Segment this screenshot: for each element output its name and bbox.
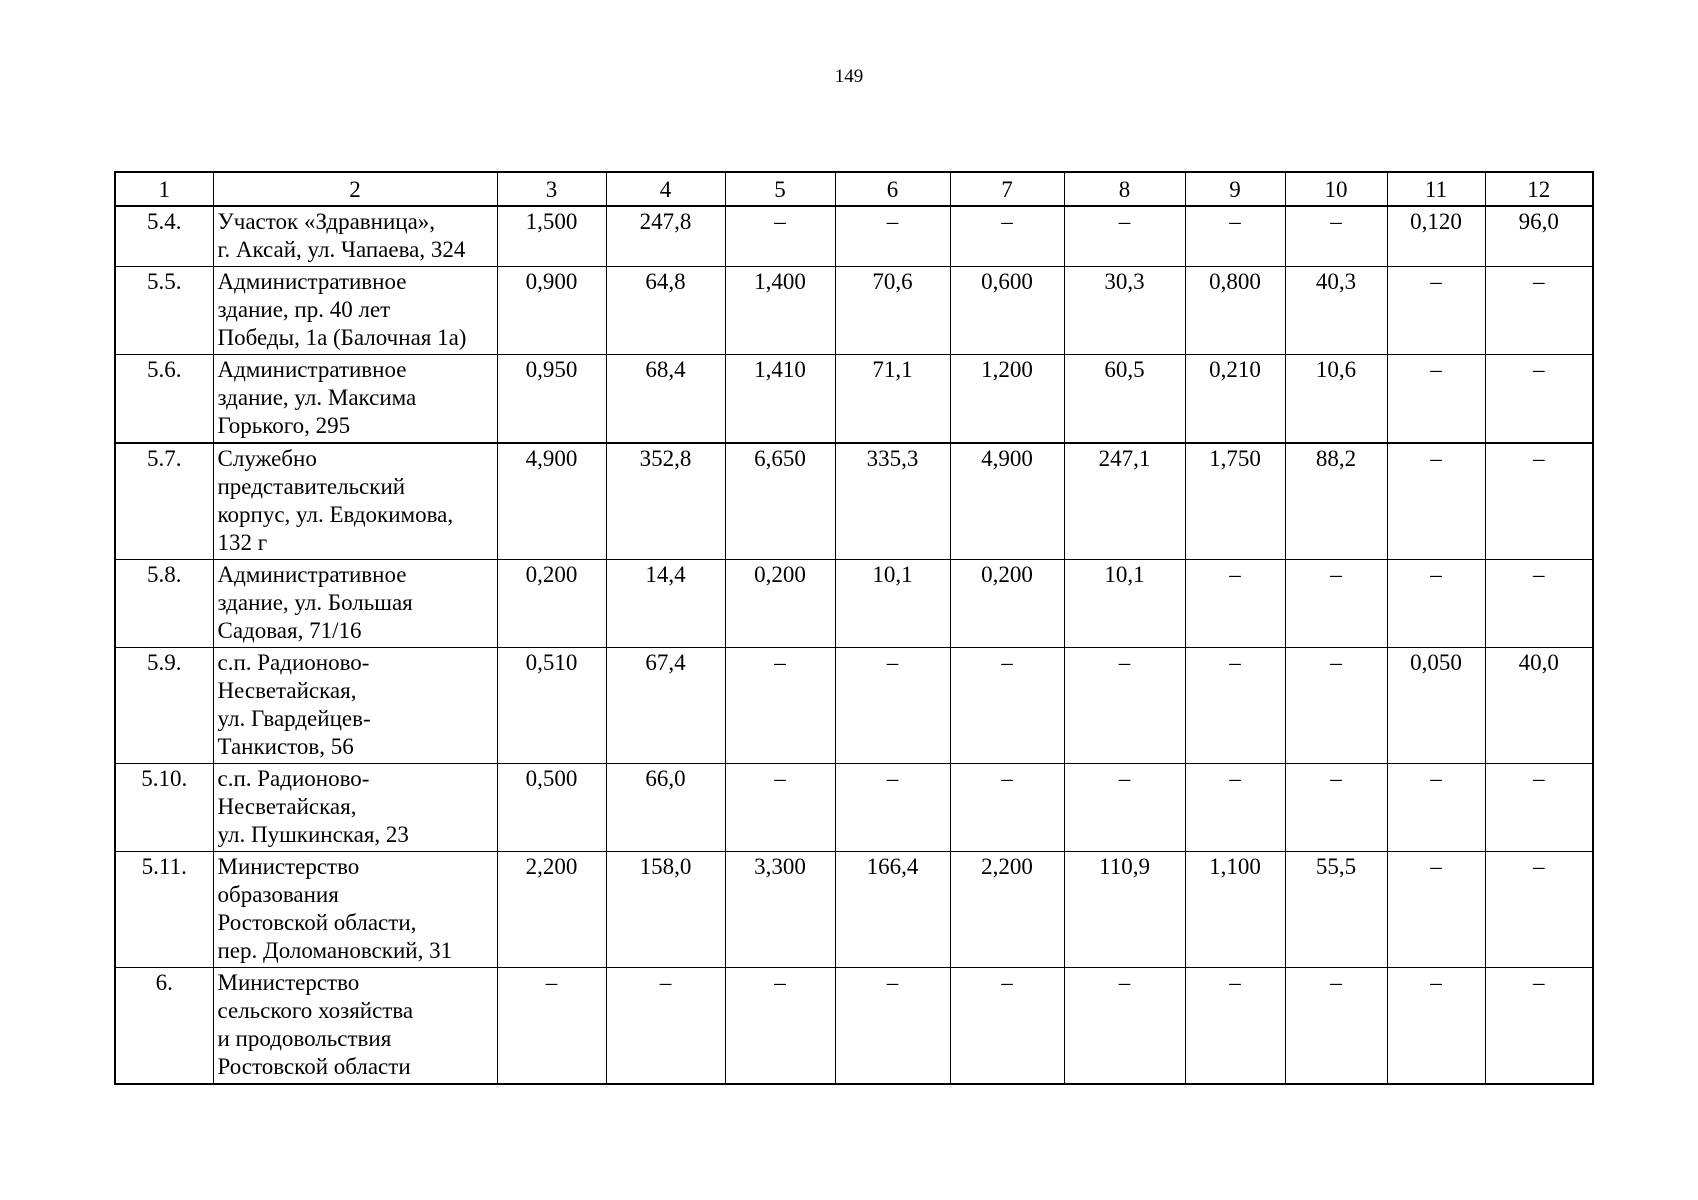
row-name-line: и продовольствия <box>217 1026 392 1051</box>
value-cell-col-6: 166,4 <box>835 852 950 968</box>
value-cell-col-7: – <box>950 764 1064 852</box>
row-name <box>213 648 497 764</box>
value-cell-col-7: – <box>950 648 1064 764</box>
column-header-5: 5 <box>725 172 835 206</box>
row-name-line: Несветайская, <box>217 678 357 703</box>
row-name-line: здание, ул. Максима <box>217 385 417 410</box>
table-row <box>115 206 1593 267</box>
value-cell-col-8: 30,3 <box>1064 267 1185 355</box>
value-cell-col-3: – <box>497 968 606 1085</box>
table-row <box>115 852 1593 968</box>
value-cell-col-10: 10,6 <box>1285 355 1387 444</box>
value-cell-col-3: 0,200 <box>497 560 606 648</box>
row-name <box>213 852 497 968</box>
value-cell-col-5: 0,200 <box>725 560 835 648</box>
column-header-1: 1 <box>115 172 213 206</box>
value-cell-col-4: 66,0 <box>606 764 725 852</box>
value-cell-col-11: – <box>1387 560 1485 648</box>
row-name-line: сельского хозяйства <box>217 998 414 1023</box>
value-cell-col-3: 0,510 <box>497 648 606 764</box>
row-name-line: представительский <box>217 474 406 499</box>
column-header-2: 2 <box>213 172 497 206</box>
row-name-line: здание, пр. 40 лет <box>217 297 391 322</box>
value-cell-col-5: – <box>725 764 835 852</box>
column-header-12: 12 <box>1485 172 1593 206</box>
row-name-line: Садовая, 71/16 <box>217 618 362 643</box>
row-name-line: Горького, 295 <box>217 413 351 438</box>
row-number: 5.11. <box>115 852 213 968</box>
value-cell-col-12: – <box>1485 852 1593 968</box>
row-number: 5.8. <box>115 560 213 648</box>
value-cell-col-6: 71,1 <box>835 355 950 444</box>
table-row <box>115 764 1593 852</box>
value-cell-col-8: 110,9 <box>1064 852 1185 968</box>
value-cell-col-7: 0,200 <box>950 560 1064 648</box>
value-cell-col-3: 2,200 <box>497 852 606 968</box>
row-name-line: Министерство <box>217 970 360 995</box>
value-cell-col-3: 1,500 <box>497 206 606 267</box>
value-cell-col-9: – <box>1185 764 1285 852</box>
value-cell-col-9: 1,100 <box>1185 852 1285 968</box>
table-row <box>115 560 1593 648</box>
row-name <box>213 206 497 267</box>
value-cell-col-11: 0,050 <box>1387 648 1485 764</box>
row-name-line: с.п. Радионово- <box>217 650 370 675</box>
value-cell-col-8: 247,1 <box>1064 443 1185 560</box>
table-body <box>115 206 1593 1084</box>
value-cell-col-3: 0,900 <box>497 267 606 355</box>
value-cell-col-10: 88,2 <box>1285 443 1387 560</box>
row-name-line: Ростовской области <box>217 1054 411 1079</box>
value-cell-col-6: 70,6 <box>835 267 950 355</box>
value-cell-col-8: – <box>1064 764 1185 852</box>
column-header-8: 8 <box>1064 172 1185 206</box>
value-cell-col-7: – <box>950 206 1064 267</box>
value-cell-col-7: – <box>950 968 1064 1085</box>
value-cell-col-5: 1,400 <box>725 267 835 355</box>
value-cell-col-9: 1,750 <box>1185 443 1285 560</box>
data-table <box>114 171 1594 1085</box>
value-cell-col-7: 1,200 <box>950 355 1064 444</box>
value-cell-col-12: – <box>1485 764 1593 852</box>
value-cell-col-3: 0,950 <box>497 355 606 444</box>
value-cell-col-11: – <box>1387 355 1485 444</box>
value-cell-col-4: 158,0 <box>606 852 725 968</box>
value-cell-col-4: 68,4 <box>606 355 725 444</box>
row-name-line: 132 г <box>217 530 268 555</box>
column-header-9: 9 <box>1185 172 1285 206</box>
column-header-3: 3 <box>497 172 606 206</box>
value-cell-col-5: 6,650 <box>725 443 835 560</box>
value-cell-col-10: – <box>1285 560 1387 648</box>
row-name <box>213 968 497 1085</box>
value-cell-col-12: – <box>1485 968 1593 1085</box>
value-cell-col-11: – <box>1387 443 1485 560</box>
value-cell-col-12: 40,0 <box>1485 648 1593 764</box>
value-cell-col-8: – <box>1064 968 1185 1085</box>
value-cell-col-7: 0,600 <box>950 267 1064 355</box>
row-name <box>213 267 497 355</box>
value-cell-col-9: – <box>1185 648 1285 764</box>
row-name-line: Административное <box>217 357 407 382</box>
value-cell-col-12: – <box>1485 560 1593 648</box>
row-name-line: ул. Гвардейцев- <box>217 706 371 731</box>
row-name-line: с.п. Радионово- <box>217 766 370 791</box>
table-row <box>115 443 1593 560</box>
column-header-4: 4 <box>606 172 725 206</box>
value-cell-col-11: – <box>1387 852 1485 968</box>
row-name <box>213 560 497 648</box>
value-cell-col-6: 335,3 <box>835 443 950 560</box>
value-cell-col-5: 3,300 <box>725 852 835 968</box>
table-row <box>115 355 1593 444</box>
row-name-line: Победы, 1а (Балочная 1а) <box>217 325 467 350</box>
row-name-line: Участок «Здравница», <box>217 209 436 234</box>
column-header-6: 6 <box>835 172 950 206</box>
value-cell-col-5: – <box>725 968 835 1085</box>
value-cell-col-6: – <box>835 206 950 267</box>
value-cell-col-8: – <box>1064 206 1185 267</box>
table-row <box>115 968 1593 1085</box>
row-name <box>213 443 497 560</box>
value-cell-col-4: 352,8 <box>606 443 725 560</box>
value-cell-col-9: – <box>1185 968 1285 1085</box>
value-cell-col-12: – <box>1485 267 1593 355</box>
row-name-line: Несветайская, <box>217 794 357 819</box>
row-name-line: Танкистов, 56 <box>217 734 354 759</box>
value-cell-col-7: 2,200 <box>950 852 1064 968</box>
page-number: 149 <box>834 66 864 87</box>
row-name-line: образования <box>217 882 339 907</box>
value-cell-col-6: – <box>835 764 950 852</box>
value-cell-col-11: – <box>1387 267 1485 355</box>
value-cell-col-3: 4,900 <box>497 443 606 560</box>
row-name-line: Ростовской области, <box>217 910 417 935</box>
row-name <box>213 764 497 852</box>
table-row <box>115 267 1593 355</box>
row-name-line: г. Аксай, ул. Чапаева, 324 <box>217 237 466 262</box>
value-cell-col-3: 0,500 <box>497 764 606 852</box>
value-cell-col-9: 0,210 <box>1185 355 1285 444</box>
row-number: 5.4. <box>115 206 213 267</box>
value-cell-col-6: – <box>835 648 950 764</box>
value-cell-col-10: – <box>1285 968 1387 1085</box>
column-header-7: 7 <box>950 172 1064 206</box>
value-cell-col-5: 1,410 <box>725 355 835 444</box>
value-cell-col-9: 0,800 <box>1185 267 1285 355</box>
row-name-line: Административное <box>217 269 407 294</box>
value-cell-col-8: 10,1 <box>1064 560 1185 648</box>
value-cell-col-4: 67,4 <box>606 648 725 764</box>
value-cell-col-5: – <box>725 648 835 764</box>
value-cell-col-9: – <box>1185 206 1285 267</box>
row-name <box>213 355 497 444</box>
value-cell-col-10: 55,5 <box>1285 852 1387 968</box>
value-cell-col-11: – <box>1387 968 1485 1085</box>
row-name-line: корпус, ул. Евдокимова, <box>217 502 454 527</box>
value-cell-col-11: 0,120 <box>1387 206 1485 267</box>
row-number: 5.10. <box>115 764 213 852</box>
value-cell-col-4: 14,4 <box>606 560 725 648</box>
row-number: 6. <box>115 968 213 1085</box>
value-cell-col-10: – <box>1285 206 1387 267</box>
row-name-line: пер. Доломановский, 31 <box>217 938 453 963</box>
value-cell-col-12: – <box>1485 355 1593 444</box>
value-cell-col-4: – <box>606 968 725 1085</box>
value-cell-col-6: – <box>835 968 950 1085</box>
row-name-line: ул. Пушкинская, 23 <box>217 822 409 847</box>
column-header-11: 11 <box>1387 172 1485 206</box>
row-number: 5.6. <box>115 355 213 444</box>
value-cell-col-10: – <box>1285 648 1387 764</box>
value-cell-col-11: – <box>1387 764 1485 852</box>
value-cell-col-8: 60,5 <box>1064 355 1185 444</box>
value-cell-col-6: 10,1 <box>835 560 950 648</box>
value-cell-col-5: – <box>725 206 835 267</box>
value-cell-col-4: 64,8 <box>606 267 725 355</box>
column-header-10: 10 <box>1285 172 1387 206</box>
value-cell-col-7: 4,900 <box>950 443 1064 560</box>
row-number: 5.5. <box>115 267 213 355</box>
row-name-line: Административное <box>217 562 407 587</box>
value-cell-col-10: 40,3 <box>1285 267 1387 355</box>
value-cell-col-12: – <box>1485 443 1593 560</box>
value-cell-col-10: – <box>1285 764 1387 852</box>
row-number: 5.7. <box>115 443 213 560</box>
row-number: 5.9. <box>115 648 213 764</box>
row-name-line: здание, ул. Большая <box>217 590 413 615</box>
value-cell-col-4: 247,8 <box>606 206 725 267</box>
value-cell-col-12: 96,0 <box>1485 206 1593 267</box>
table-header-row <box>115 172 1593 206</box>
row-name-line: Служебно <box>217 446 317 471</box>
row-name-line: Министерство <box>217 854 360 879</box>
value-cell-col-8: – <box>1064 648 1185 764</box>
table-row <box>115 648 1593 764</box>
value-cell-col-9: – <box>1185 560 1285 648</box>
